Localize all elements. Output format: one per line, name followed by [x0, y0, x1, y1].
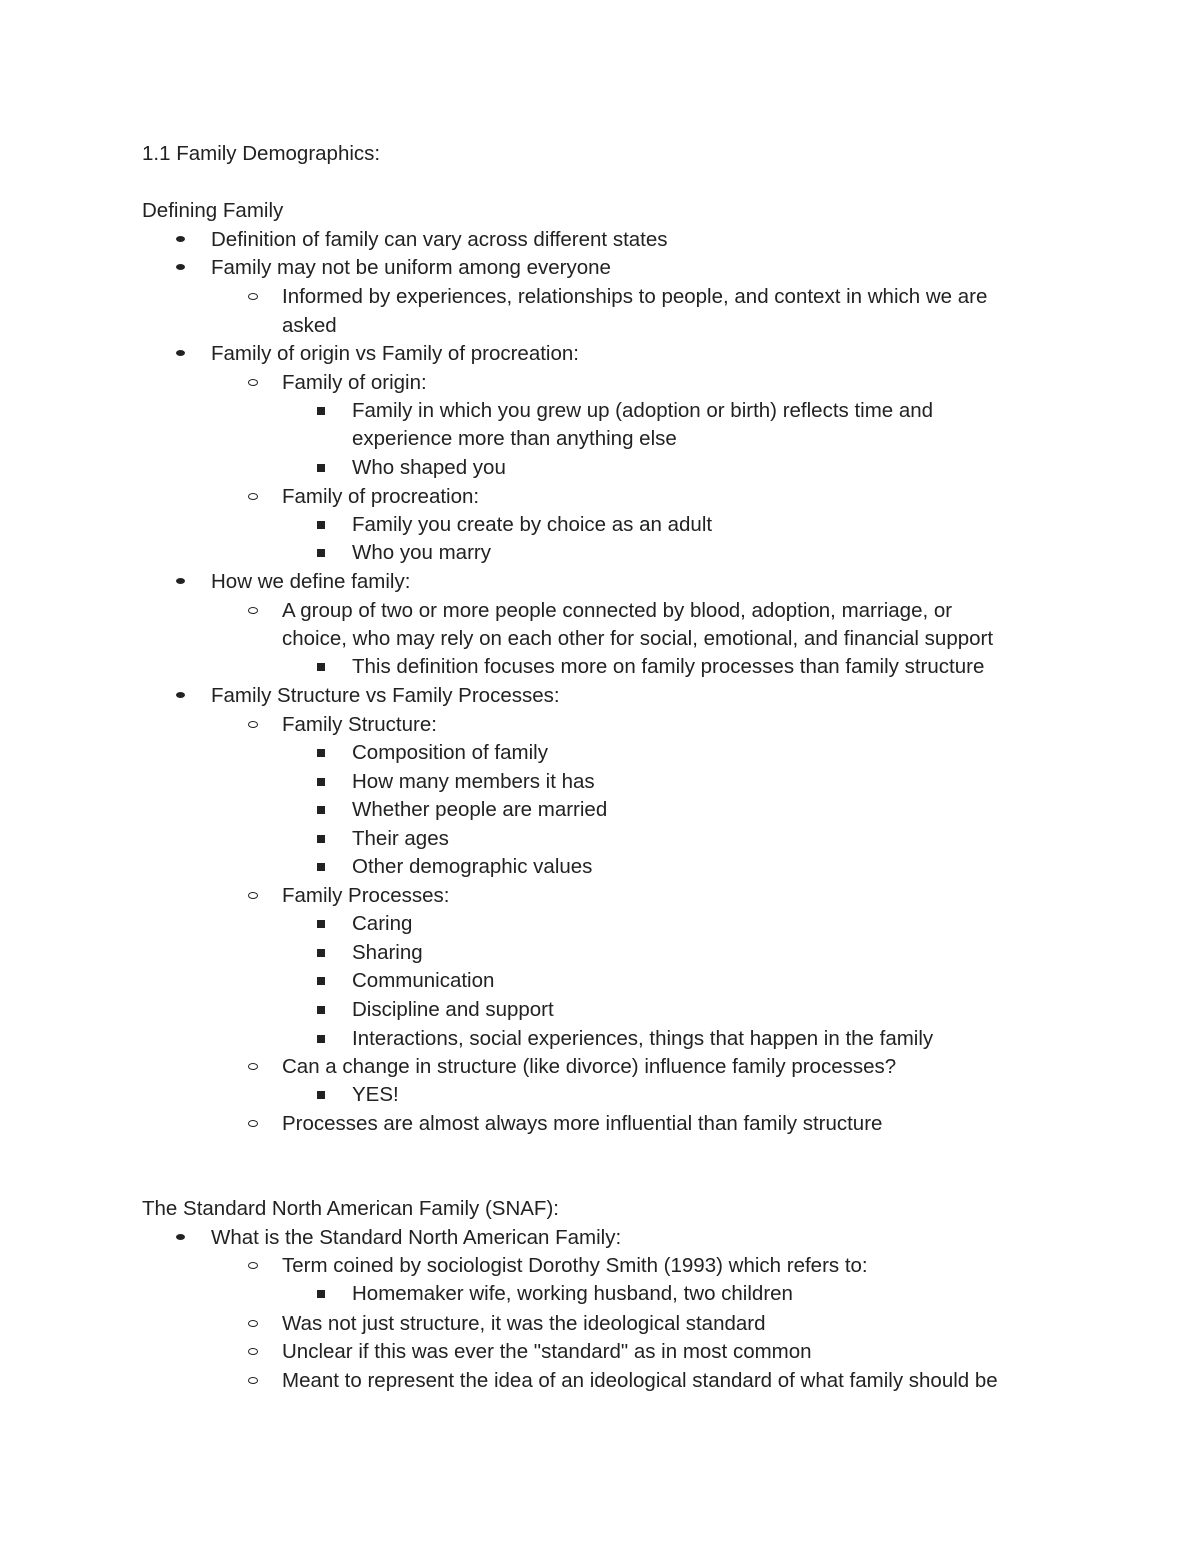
list-item: What is the Standard North American Family:	[211, 1226, 622, 1249]
list-item: Communication	[352, 969, 495, 992]
list-item: Family you create by choice as an adult	[352, 513, 713, 536]
list-item: Other demographic values	[352, 855, 593, 878]
list-item: Family of origin:	[282, 371, 427, 394]
list-item: Homemaker wife, working husband, two children	[352, 1282, 793, 1305]
list-item: Can a change in structure (like divorce) influence family processes?	[282, 1055, 897, 1078]
bullet-circle-icon	[248, 1320, 258, 1327]
list-item: Family in which you grew up (adoption or birth) reflects time and	[352, 399, 934, 422]
list-item: Term coined by sociologist Dorothy Smith (1993) which refers to:	[282, 1254, 868, 1277]
list-item: This definition focuses more on family processes than family structure	[352, 655, 985, 678]
list-item: Caring	[352, 912, 413, 935]
list-item: A group of two or more people connected by blood, adoption, marriage, or	[282, 599, 953, 622]
list-item: How many members it has	[352, 770, 595, 793]
list-item-continuation: asked	[282, 314, 337, 337]
bullet-square-icon	[317, 749, 325, 757]
bullet-square-icon	[317, 407, 325, 415]
list-item: Family of procreation:	[282, 485, 480, 508]
list-item: Processes are almost always more influential than family structure	[282, 1112, 883, 1135]
bullet-square-icon	[317, 806, 325, 814]
list-item: Definition of family can vary across different states	[211, 228, 668, 251]
bullet-square-icon	[317, 920, 325, 928]
bullet-disc-icon	[176, 692, 185, 698]
list-item: Who you marry	[352, 541, 491, 564]
bullet-square-icon	[317, 949, 325, 957]
bullet-disc-icon	[176, 264, 185, 270]
bullet-circle-icon	[248, 1063, 258, 1070]
list-item: YES!	[352, 1083, 399, 1106]
bullet-circle-icon	[248, 892, 258, 899]
bullet-square-icon	[317, 1035, 325, 1043]
section-title: Defining Family	[142, 199, 284, 222]
bullet-circle-icon	[248, 1377, 258, 1384]
bullet-circle-icon	[248, 721, 258, 728]
bullet-circle-icon	[248, 1262, 258, 1269]
bullet-circle-icon	[248, 607, 258, 614]
list-item: Unclear if this was ever the "standard" as in most common	[282, 1340, 812, 1363]
list-item: Family Processes:	[282, 884, 450, 907]
list-item: Family Structure vs Family Processes:	[211, 684, 560, 707]
page-title: 1.1 Family Demographics:	[142, 142, 381, 165]
bullet-circle-icon	[248, 1348, 258, 1355]
list-item-continuation: experience more than anything else	[352, 427, 677, 450]
list-item-continuation: choice, who may rely on each other for social, emotional, and financial support	[282, 627, 994, 650]
list-item: Discipline and support	[352, 998, 554, 1021]
bullet-square-icon	[317, 977, 325, 985]
bullet-circle-icon	[248, 379, 258, 386]
bullet-circle-icon	[248, 1120, 258, 1127]
list-item: Their ages	[352, 827, 449, 850]
list-item: Whether people are married	[352, 798, 608, 821]
bullet-square-icon	[317, 521, 325, 529]
list-item: How we define family:	[211, 570, 411, 593]
bullet-square-icon	[317, 863, 325, 871]
bullet-disc-icon	[176, 350, 185, 356]
list-item: Who shaped you	[352, 456, 506, 479]
list-item: Sharing	[352, 941, 423, 964]
list-item: Composition of family	[352, 741, 548, 764]
bullet-circle-icon	[248, 493, 258, 500]
bullet-square-icon	[317, 1290, 325, 1298]
bullet-disc-icon	[176, 1234, 185, 1240]
section-title: The Standard North American Family (SNAF):	[142, 1197, 559, 1220]
bullet-square-icon	[317, 1006, 325, 1014]
bullet-square-icon	[317, 778, 325, 786]
bullet-square-icon	[317, 549, 325, 557]
list-item: Informed by experiences, relationships to people, and context in which we are	[282, 285, 988, 308]
list-item: Family may not be uniform among everyone	[211, 256, 611, 279]
bullet-disc-icon	[176, 236, 185, 242]
list-item: Meant to represent the idea of an ideological standard of what family should be	[282, 1369, 998, 1392]
list-item: Family of origin vs Family of procreation:	[211, 342, 579, 365]
bullet-square-icon	[317, 464, 325, 472]
bullet-square-icon	[317, 1091, 325, 1099]
list-item: Family Structure:	[282, 713, 437, 736]
bullet-disc-icon	[176, 578, 185, 584]
list-item: Was not just structure, it was the ideological standard	[282, 1312, 766, 1335]
bullet-circle-icon	[248, 293, 258, 300]
bullet-square-icon	[317, 835, 325, 843]
list-item: Interactions, social experiences, things that happen in the family	[352, 1027, 934, 1050]
bullet-square-icon	[317, 663, 325, 671]
